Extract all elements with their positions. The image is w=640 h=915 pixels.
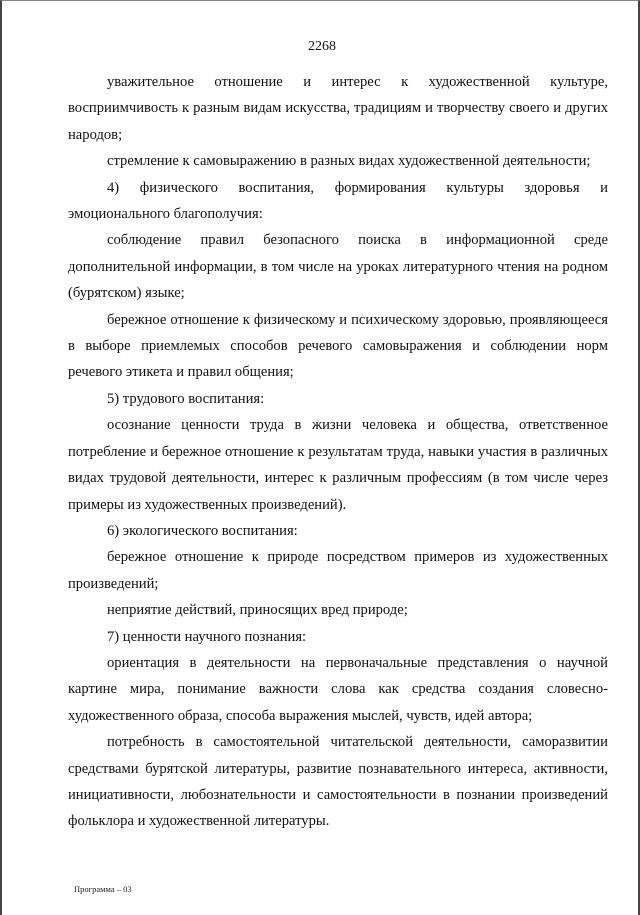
section-heading: 5) трудового воспитания: <box>107 390 265 407</box>
paragraph: соблюдение правил безопасного поиска в информационной среде дополнительной информации, в том числе на уроках литературного чтения на родном (бурятском) языке; <box>68 232 608 302</box>
paragraph: потребность в самостоятельной читательской деятельности, саморазвитии средствами бурятской литературы, развитие познавательного интереса, активности, инициативности, любознательности и самостоятельности в познании произведений фольклора и художественной литературы. <box>68 734 608 830</box>
page-number: 2268 <box>308 39 336 54</box>
paragraph: уважительное отношение и интерес к художественной культуре, восприимчивость к разным видам искусства, традициям и творчеству своего и других народов; <box>68 74 608 143</box>
paragraph: осознание ценности труда в жизни человека и общества, ответственное потребление и бережное отношение к результатам труда, навыки участия в различных видах трудовой деятельности, интерес к различным профессиям (в том числе через примеры из художественных произведений). <box>68 417 608 513</box>
section-heading: 4) физического воспитания, формирования культуры здоровья и эмоционального благополучия: <box>68 179 608 223</box>
paragraph: стремление к самовыражению в разных видах художественной деятельности; <box>107 153 591 170</box>
paragraph: бережное отношение к физическому и психическому здоровью, проявляющееся в выборе приемлемых способов речевого самовыражения и соблюдении норм речевого этикета и правил общения; <box>68 311 608 381</box>
paragraph: бережное отношение к природе посредством примеров из художественных произведений; <box>68 549 608 592</box>
paragraph: неприятие действий, приносящих вред природе; <box>107 602 408 619</box>
document-body <box>68 69 608 835</box>
paragraph: ориентация в деятельности на первоначальные представления о научной картине мира, понимание важности слова как средства создания словесно-художественного образа, способа выражения мыслей, чувств, идей автора; <box>68 654 608 724</box>
section-heading: 6) экологического воспитания: <box>107 522 298 539</box>
section-heading: 7) ценности научного познания: <box>107 628 307 645</box>
page-footer: Программа – 03 <box>74 884 132 894</box>
